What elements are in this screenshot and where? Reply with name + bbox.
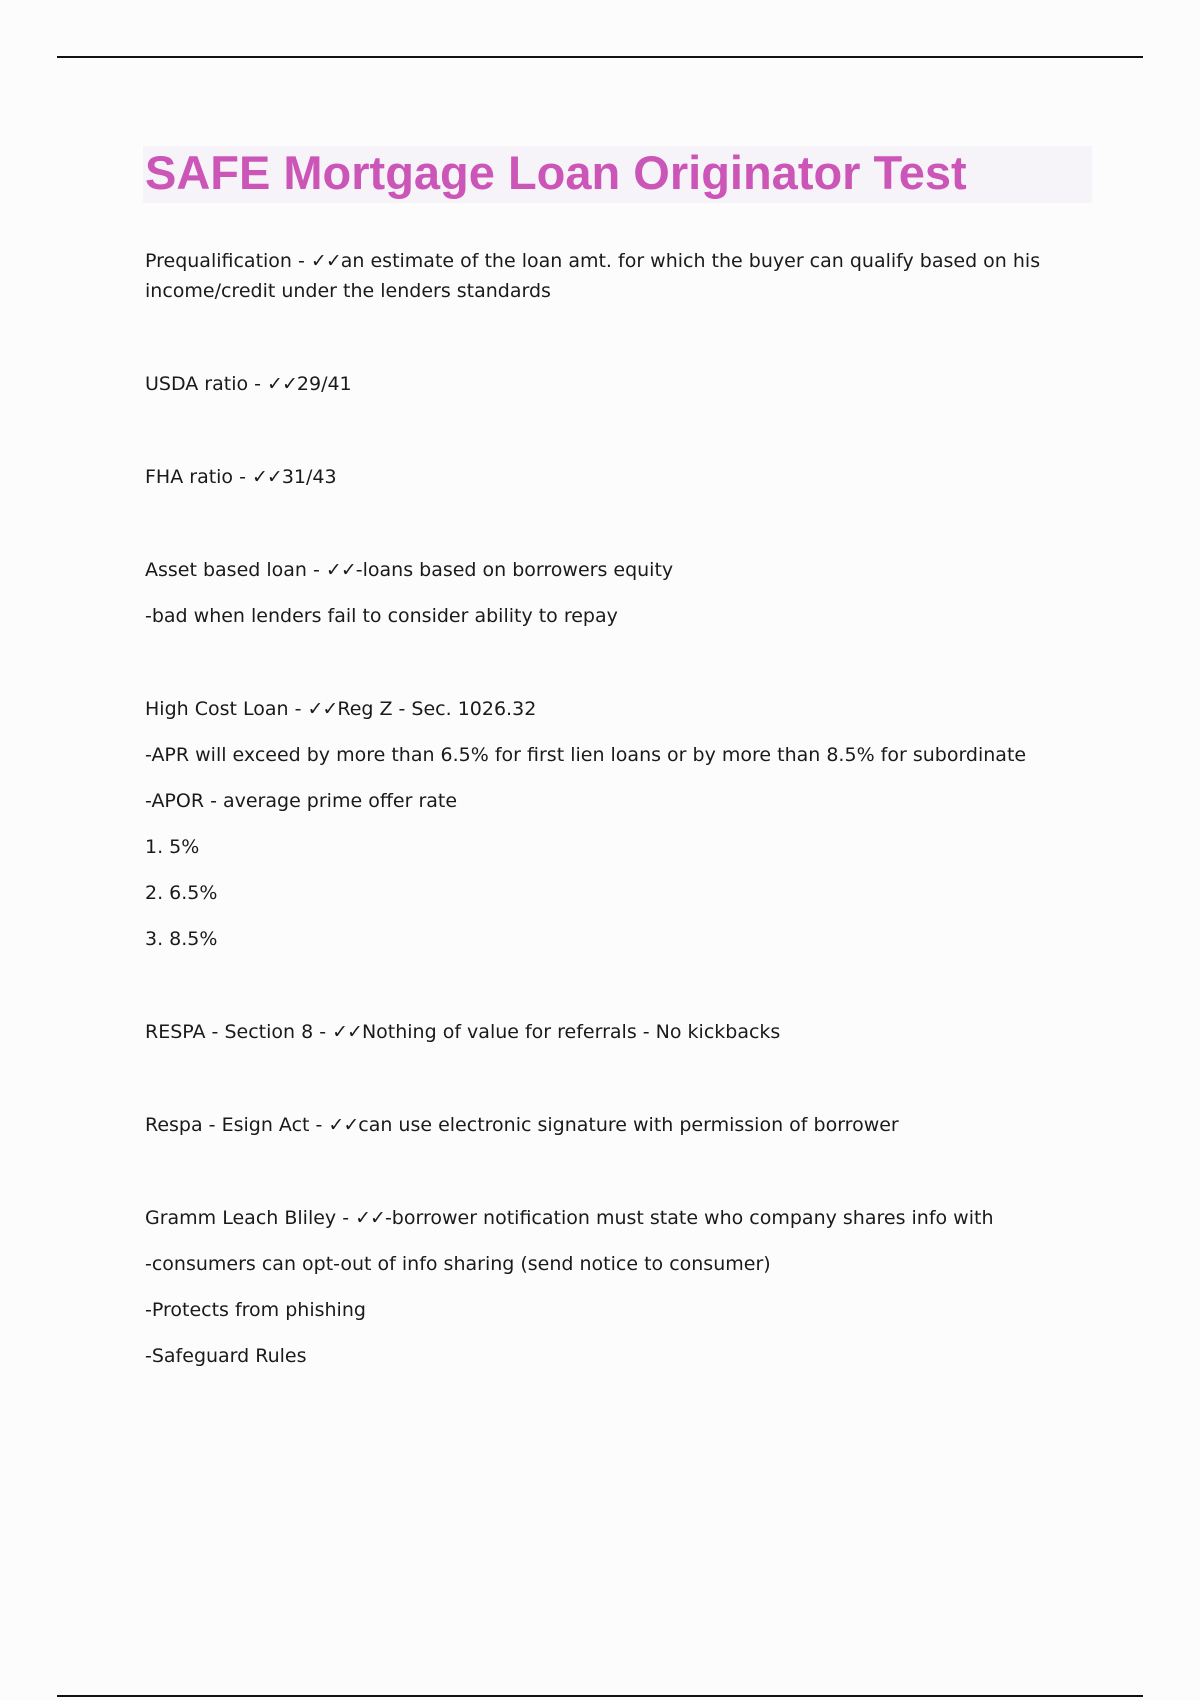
entry-note: -APOR - average prime offer rate xyxy=(145,790,458,812)
entry-prequalification: Prequalification - ✓✓an estimate of the loan amt. for which the buyer can qualify based on his income/credit under the lenders standards xyxy=(145,250,1041,302)
entry-note: 3. 8.5% xyxy=(145,928,218,950)
entry-asset-based-loan: Asset based loan - ✓✓-loans based on borrowers equity -bad when lenders fail to consider ability to repay xyxy=(145,555,1045,631)
entry-answer: -loans based on borrowers equity xyxy=(355,559,674,581)
entry-term: FHA ratio xyxy=(145,466,234,488)
check-icon: ✓✓ xyxy=(332,1021,362,1043)
entry-term: USDA ratio xyxy=(145,373,249,395)
check-icon: ✓✓ xyxy=(325,559,356,581)
entry-respa-section-8: RESPA - Section 8 - ✓✓Nothing of value for referrals - No kickbacks xyxy=(145,1021,781,1043)
check-icon: ✓✓ xyxy=(252,466,282,488)
entry-term: Gramm Leach Bliley xyxy=(145,1207,337,1229)
check-icon: ✓✓ xyxy=(310,250,341,272)
check-icon: ✓✓ xyxy=(307,698,338,720)
entry-answer: an estimate of the loan amt. for which the buyer can qualify based on his income/credit under the lenders standards xyxy=(145,250,1041,302)
entry-gramm-leach-bliley: Gramm Leach Bliley - ✓✓-borrower notification must state who company shares info with -consumers can opt-out of info sharing (send notice to consumer) -Protects from phishing -Safeguard Rules xyxy=(145,1203,1045,1371)
entry-answer: Nothing of value for referrals - No kickbacks xyxy=(361,1021,781,1043)
flashcard-list xyxy=(145,246,1045,1434)
entry-answer: 29/41 xyxy=(296,373,352,395)
entry-note: -Safeguard Rules xyxy=(145,1345,307,1367)
entry-term: High Cost Loan xyxy=(145,698,289,720)
entry-note: -bad when lenders fail to consider ability to repay xyxy=(145,605,618,627)
entry-term: Asset based loan xyxy=(145,559,307,581)
entry-fha-ratio: FHA ratio - ✓✓31/43 xyxy=(145,466,337,488)
entry-answer: -borrower notification must state who company shares info with xyxy=(384,1207,994,1229)
bottom-rule xyxy=(57,1695,1143,1697)
entry-note: 1. 5% xyxy=(145,836,200,858)
top-rule xyxy=(57,56,1143,58)
entry-term: Prequalification xyxy=(145,250,292,272)
check-icon: ✓✓ xyxy=(267,373,297,395)
entry-answer: Reg Z - Sec. 1026.32 xyxy=(337,698,537,720)
entry-high-cost-loan: High Cost Loan - ✓✓Reg Z - Sec. 1026.32 -APR will exceed by more than 6.5% for first lien loans or by more than 8.5% for subordinate -APOR - average prime offer rate 1. 5% 2. 6.5% 3. 8.5% xyxy=(145,694,1045,954)
entry-note: -APR will exceed by more than 6.5% for first lien loans or by more than 8.5% for subordinate xyxy=(145,744,1027,766)
page-title: SAFE Mortgage Loan Originator Test xyxy=(145,146,967,199)
entry-term: Respa - Esign Act xyxy=(145,1114,310,1136)
entry-usda-ratio: USDA ratio - ✓✓29/41 xyxy=(145,373,352,395)
entry-term: RESPA - Section 8 xyxy=(145,1021,314,1043)
check-icon: ✓✓ xyxy=(355,1207,385,1229)
check-icon: ✓✓ xyxy=(328,1114,359,1136)
entry-answer: 31/43 xyxy=(281,466,337,488)
entry-note: -Protects from phishing xyxy=(145,1299,366,1321)
entry-note: 2. 6.5% xyxy=(145,882,218,904)
entry-respa-esign-act: Respa - Esign Act - ✓✓can use electronic signature with permission of borrower xyxy=(145,1114,899,1136)
entry-answer: can use electronic signature with permission of borrower xyxy=(358,1114,899,1136)
entry-note: -consumers can opt-out of info sharing (send notice to consumer) xyxy=(145,1253,771,1275)
